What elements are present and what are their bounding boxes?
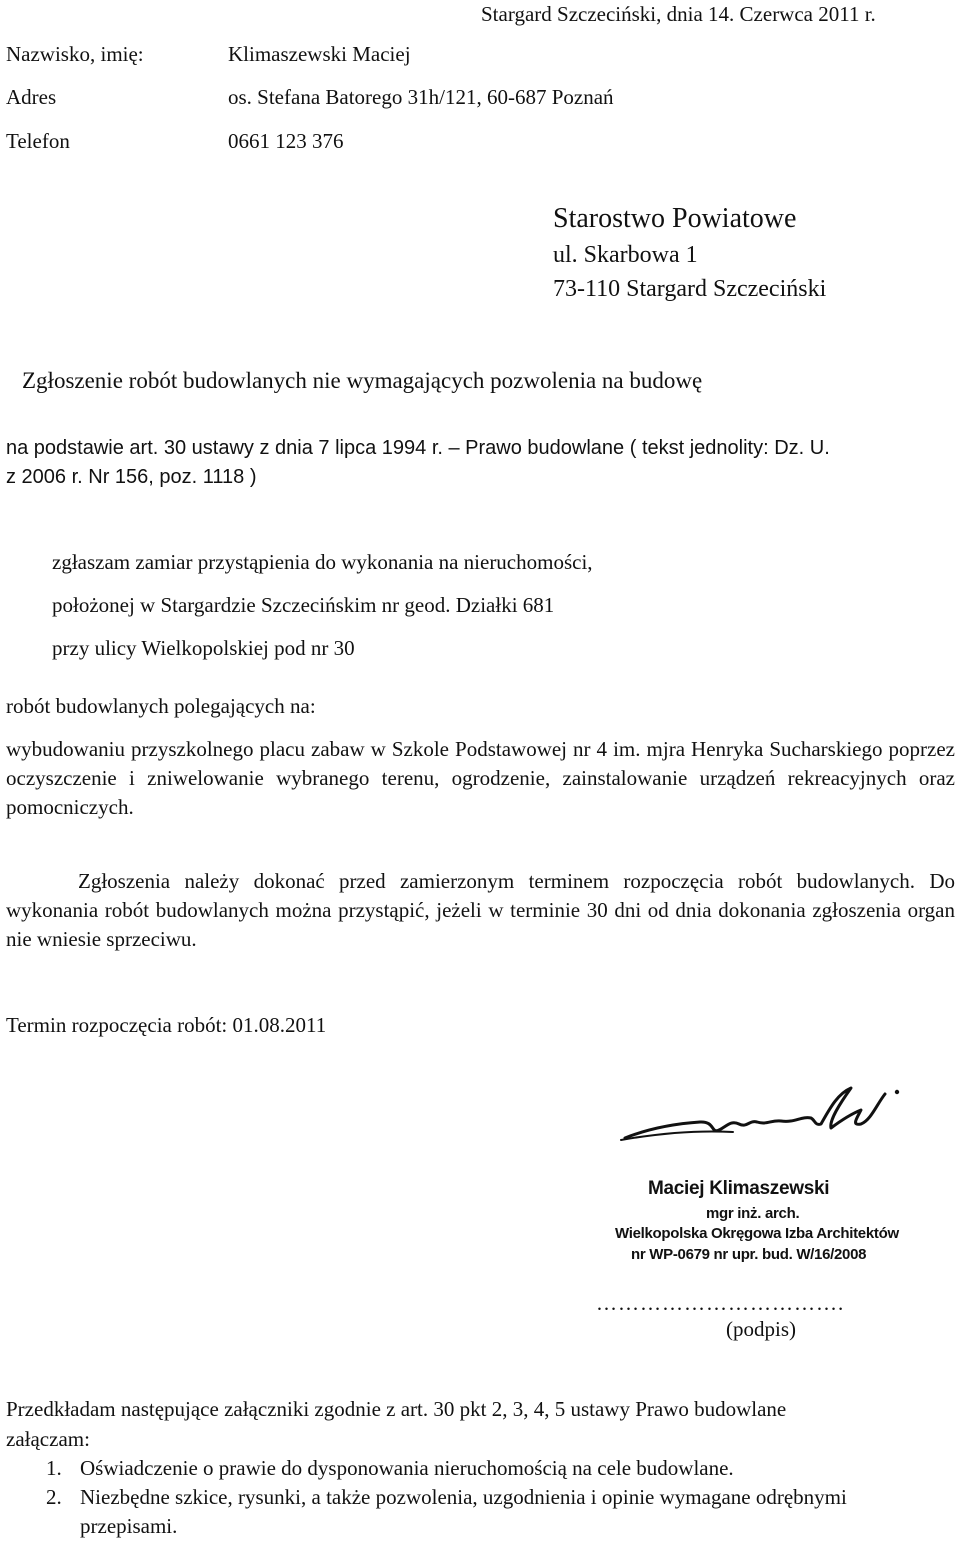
recipient-line1: Starostwo Powiatowe (553, 203, 797, 234)
works-label: robót budowlanych polegających na: (6, 694, 316, 718)
place-date: Stargard Szczeciński, dnia 14. Czerwca 2011 r. (481, 2, 876, 26)
list-item-number: 2. (46, 1485, 62, 1509)
list-item-text: Oświadczenie o prawie do dysponowania nieruchomością na cele budowlane. (80, 1456, 734, 1480)
legal-basis-line1: na podstawie art. 30 ustawy z dnia 7 lipca 1994 r. – Prawo budowlane ( tekst jednolity: Dz. U. (6, 437, 830, 459)
legal-basis-line2: z 2006 r. Nr 156, poz. 1118 ) (6, 466, 257, 488)
signature-label: (podpis) (726, 1317, 796, 1341)
attachments-intro: Przedkładam następujące załączniki zgodnie z art. 30 pkt 2, 3, 4, 5 ustawy Prawo budowlane (6, 1397, 787, 1421)
start-date-line: Termin rozpoczęcia robót: 01.08.2011 (6, 1013, 327, 1037)
name-value: Klimaszewski Maciej (228, 42, 411, 66)
works-description: wybudowaniu przyszkolnego placu zabaw w Szkole Podstawowej nr 4 im. mjra Henryka Sucharskiego poprzez oczyszczenie i zniwelowanie wybranego terenu, ogrodzenie, zainstalowanie urządzeń rekreacyjnych oraz pomocniczych. (6, 737, 955, 819)
list-item-number: 1. (46, 1456, 62, 1480)
declaration-line3: przy ulicy Wielkopolskiej pod nr 30 (52, 636, 355, 660)
address-label: Adres (6, 85, 57, 109)
name-label: Nazwisko, imię: (6, 42, 144, 66)
stamp-title: mgr inż. arch. (706, 1205, 800, 1222)
recipient-line3: 73-110 Stargard Szczeciński (553, 276, 827, 302)
declaration-line1: zgłaszam zamiar przystąpienia do wykonania na nieruchomości, (52, 550, 593, 574)
signature-dots: ……………………………. (596, 1291, 845, 1315)
phone-value: 0661 123 376 (228, 129, 344, 153)
notice-paragraph: Zgłoszenia należy dokonać przed zamierzonym terminem rozpoczęcia robót budowlanych. Do wykonania robót budowlanych można przystąpić, jeżeli w terminie 30 dni od dnia dokonania zgłoszenia organ nie wniesie sprzeciwu. (6, 869, 955, 951)
stamp-chamber: Wielkopolska Okręgowa Izba Architektów (615, 1225, 899, 1242)
stamp-license: nr WP-0679 nr upr. bud. W/16/2008 (631, 1246, 867, 1263)
page-title: Zgłoszenie robót budowlanych nie wymagających pozwolenia na budowę (22, 368, 703, 393)
phone-label: Telefon (6, 129, 70, 153)
attachments-label: załączam: (6, 1427, 90, 1451)
recipient-line2: ul. Skarbowa 1 (553, 242, 698, 268)
list-item-text: Niezbędne szkice, rysunki, a także pozwolenia, uzgodnienia i opinie wymagane odrębnymi przepisami. (80, 1485, 847, 1538)
handwritten-signature (615, 1080, 910, 1150)
declaration-line2: położonej w Stargardzie Szczecińskim nr geod. Działki 681 (52, 593, 555, 617)
address-value: os. Stefana Batorego 31h/121, 60-687 Poznań (228, 85, 614, 109)
stamp-name: Maciej Klimaszewski (648, 1178, 830, 1199)
